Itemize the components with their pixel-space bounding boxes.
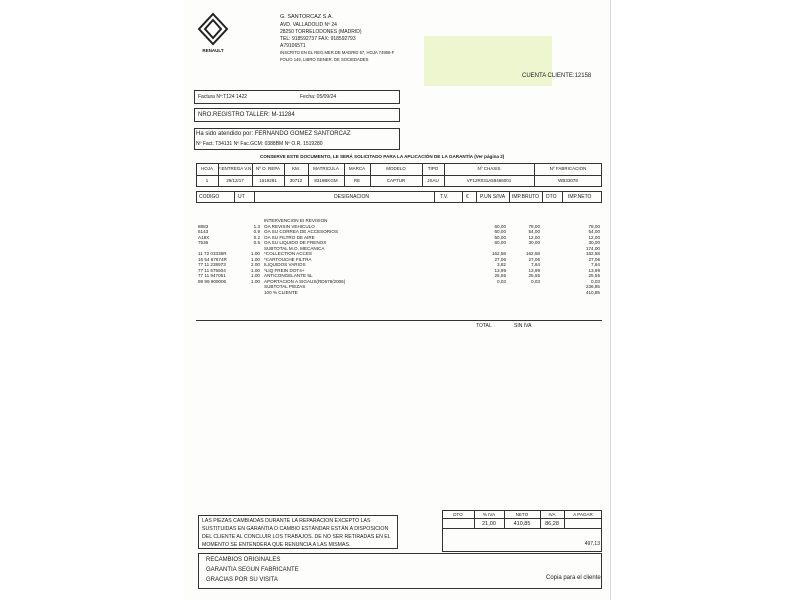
item-desc: *LIQ FREIN DOT4+: [264, 267, 305, 273]
col-ut: UT: [238, 194, 245, 200]
item-codigo: 7536: [198, 240, 209, 245]
item-desc: *CARTOUCHE FILTRA: [264, 256, 312, 262]
vehicle-value-cell: VF12R031A59466001: [466, 178, 512, 183]
col-imp-bruto: IMP.BRUTO: [512, 194, 540, 200]
item-ut: 0.5: [253, 240, 260, 245]
invoice-refs: Nº Fact. T34131 Nº Fac.GCM: 0388BM Nº O.R. 1519280: [196, 141, 323, 147]
item-bruto: 25,55: [528, 273, 540, 278]
totals-header-cell: DTO: [453, 512, 463, 517]
item-codigo: 77 11 575504: [198, 267, 226, 273]
item-neto: 12,00: [588, 234, 600, 240]
item-codigo: 5143: [198, 229, 209, 234]
item-ut: 1.00: [251, 251, 260, 256]
item-neto: 162,58: [585, 251, 600, 256]
item-codigo: 8883: [198, 223, 209, 229]
sin-iva-label: SIN IVA: [514, 323, 532, 329]
item-codigo: 77 11 238973: [198, 262, 226, 267]
copy-label: Copia para el cliente: [546, 575, 601, 581]
item-desc: OA REVISIN VEHICULO: [264, 223, 315, 229]
totals-header-cell: A PAGAR: [573, 512, 593, 517]
col-dto: DTO: [546, 194, 557, 200]
company-line: 28250 TORRELODONES (MADRID): [280, 29, 362, 35]
col-euro: €: [466, 194, 469, 200]
company-line: AVD. VALLADOLID Nº 24: [280, 22, 337, 28]
vehicle-header-cell: MARCA: [348, 166, 366, 171]
item-bruto: 78,00: [528, 223, 540, 229]
item-desc: OA SU LIQUIDO DE FRENOS: [264, 240, 327, 245]
item-ut: 0.9: [253, 229, 260, 234]
company-line: FOLIO 149, LIBRO GENER. DE SOCIEDADES: [280, 57, 369, 62]
item-pun: 27,06: [494, 256, 506, 262]
item-bruto: 0,03: [531, 278, 540, 284]
item-desc: 100 % CLIENTE: [264, 289, 298, 295]
message-line: RECAMBIOS ORIGINALES: [206, 557, 281, 563]
vehicle-header-cell: KM.: [291, 166, 300, 171]
vehicle-value-cell: 8319BKGM: [314, 178, 338, 183]
col-designacion: DESIGNACION: [334, 194, 370, 200]
item-codigo: 11 72 03336R: [198, 251, 227, 256]
item-neto: 13,99: [588, 267, 600, 273]
item-codigo: 99 99 900006: [198, 278, 227, 284]
totals-value-cell: 410,85: [513, 521, 531, 527]
item-pun: 0,03: [497, 278, 506, 284]
totals-value-cell: 86,28: [545, 521, 559, 527]
item-bruto: 54,00: [528, 229, 540, 234]
legal-line: DEL CLIENTE AL CONCLUIR LOS TRABAJOS. DE NO SER RETIRADAS EN EL: [202, 534, 391, 540]
item-ut: 1.00: [251, 278, 260, 284]
item-neto: 78,00: [588, 223, 600, 229]
item-neto: 25,55: [588, 273, 600, 278]
item-bruto: 12,00: [528, 234, 540, 240]
vehicle-value-cell: 1: [205, 178, 209, 183]
item-ut: 1.3: [253, 223, 260, 229]
item-desc: OA SU CORREA DE ACCESORIOS: [264, 229, 339, 234]
item-pun: 25,55: [494, 273, 506, 278]
item-bruto: 30,00: [528, 240, 540, 245]
item-pun: 162,58: [491, 251, 506, 256]
item-desc: OA SU FILTRO DE AIRE: [264, 234, 315, 240]
item-pun: 13,99: [494, 267, 506, 273]
vehicle-header-cell: Nº FABRICACION: [549, 166, 587, 171]
item-codigo: 77 11 947051: [198, 273, 226, 278]
vehicle-value-cell: 1519281: [259, 178, 277, 183]
vehicle-header-cell: MATRICULA: [313, 166, 339, 171]
vehicle-value-cell: 29/12/17: [226, 178, 244, 183]
legal-line: LAS PIEZAS CAMBIADAS DURANTE LA REPARACION EXCEPTO LAS: [202, 518, 371, 524]
item-pun: 3,82: [497, 262, 506, 267]
item-neto: 7,64: [591, 262, 600, 267]
company-line: INSCRITO EN EL REG.MER.DE MADRID 57, HOJA 74956-F: [280, 50, 395, 55]
company-line: G. SANTORCAZ S.A.: [280, 14, 334, 20]
totals-header-cell: IVA: [548, 512, 556, 517]
attended-by: Ha sido atendido por: FERNANDO GOMEZ SANTORCAZ: [196, 131, 351, 137]
item-pun: 60,00: [494, 240, 506, 245]
vehicle-value-cell: RE: [353, 178, 361, 183]
vehicle-value-cell: JSAU: [427, 178, 439, 183]
item-neto: 27,06: [588, 256, 600, 262]
item-bruto: 27,06: [528, 256, 540, 262]
vehicle-header-cell: MODELO: [386, 166, 406, 171]
renault-logo: [196, 12, 230, 56]
message-line: GRACIAS POR SU VISITA: [206, 577, 278, 583]
amount-to-pay: 497,13: [584, 541, 600, 547]
invoice-date: Fecha: 05/09/24: [300, 94, 337, 100]
vehicle-value-cell: 30712: [289, 178, 303, 183]
total-label: TOTAL: [476, 323, 492, 329]
vehicle-value-cell: CAPTUR: [386, 178, 406, 183]
item-desc: INTERVENCION EI REVISION: [264, 218, 328, 223]
vehicle-value-cell: WB33078: [558, 178, 578, 183]
invoice-number: Factura Nº:T124 1422: [198, 94, 248, 100]
item-desc: SUBTOTAL PIEZAS: [264, 284, 306, 289]
item-desc: *COLLECTION ACCES: [264, 251, 312, 256]
message-line: GARANTIA SEGUN FABRICANTE: [206, 567, 299, 573]
item-codigo: A18X: [198, 234, 210, 240]
client-account: CUENTA CLIENTE:12158: [522, 73, 592, 79]
item-pun: 60,00: [494, 234, 506, 240]
vehicle-header-cell: Nº CHASIS: [477, 166, 501, 171]
company-line: A79106571: [280, 43, 306, 49]
item-neto: 54,00: [588, 229, 600, 234]
item-neto: 0,03: [591, 278, 600, 284]
warranty-notice: CONSERVE ESTE DOCUMENTO, LE SERÁ SOLICITADO PARA LA APLICACIÓN DE LA GARANTÍA (Ver página 2): [260, 154, 505, 159]
item-ut: 0.2: [253, 234, 260, 240]
col-tv: T.V.: [440, 194, 449, 200]
item-desc: APORTACION A SIGAUS(RD679/2006): [264, 278, 346, 284]
totals-header-cell: NETO: [515, 512, 529, 517]
vehicle-header-cell: Nº O. REPA: [255, 166, 281, 171]
vehicle-header-cell: HOJA: [200, 166, 213, 171]
item-pun: 60,00: [494, 223, 506, 229]
item-bruto: 7,64: [531, 262, 540, 267]
item-ut: 1.00: [251, 256, 260, 262]
col-imp-neto: IMP.NETO: [568, 194, 592, 200]
registry-number: NRO.REGISTRO TALLER: M-11284: [198, 112, 295, 118]
brand-name: RENAULT: [202, 48, 224, 53]
vehicle-header-cell: TIPO: [427, 166, 439, 171]
item-neto: 30,00: [588, 240, 600, 245]
company-line: TEL: 918592737 FAX: 918592793: [280, 36, 356, 42]
totals-header-cell: % IVA: [482, 512, 496, 517]
item-desc: ANTICONGELANTE 5L: [264, 273, 313, 278]
legal-line: MOMENTO SE ENTENDERA QUE RENUNCIA A LAS MISMAS.: [202, 542, 351, 548]
invoice-page: [184, 0, 611, 600]
col-pun: P.UN S/IVA: [480, 194, 506, 200]
item-bruto: 13,99: [528, 267, 540, 273]
renault-diamond-icon: [196, 12, 230, 46]
vehicle-header-cell: F.ENTREGA V.N.: [218, 166, 253, 171]
item-desc: SUBTOTAL M.O. MECANICA: [264, 245, 325, 251]
item-neto: 174,00: [585, 245, 600, 251]
item-desc: ILIQUIDOS VARIOS: [264, 262, 306, 267]
totals-value-cell: 21,00: [482, 521, 496, 527]
item-ut: 1.00: [251, 273, 260, 278]
item-ut: 2.00: [251, 262, 260, 267]
item-codigo: 16 54 67674R: [198, 256, 227, 262]
legal-line: SUSTITUIDAS EN GARANTIA O CAMBIO ESTÁNDAR ESTÁN A DISPOSICION: [202, 526, 389, 532]
item-bruto: 162,58: [525, 251, 540, 256]
item-pun: 60,00: [494, 229, 506, 234]
item-neto: 410,85: [585, 289, 600, 295]
col-codigo: CODIGO: [199, 194, 220, 200]
item-ut: 1.00: [251, 267, 260, 273]
item-neto: 236,85: [585, 284, 600, 289]
